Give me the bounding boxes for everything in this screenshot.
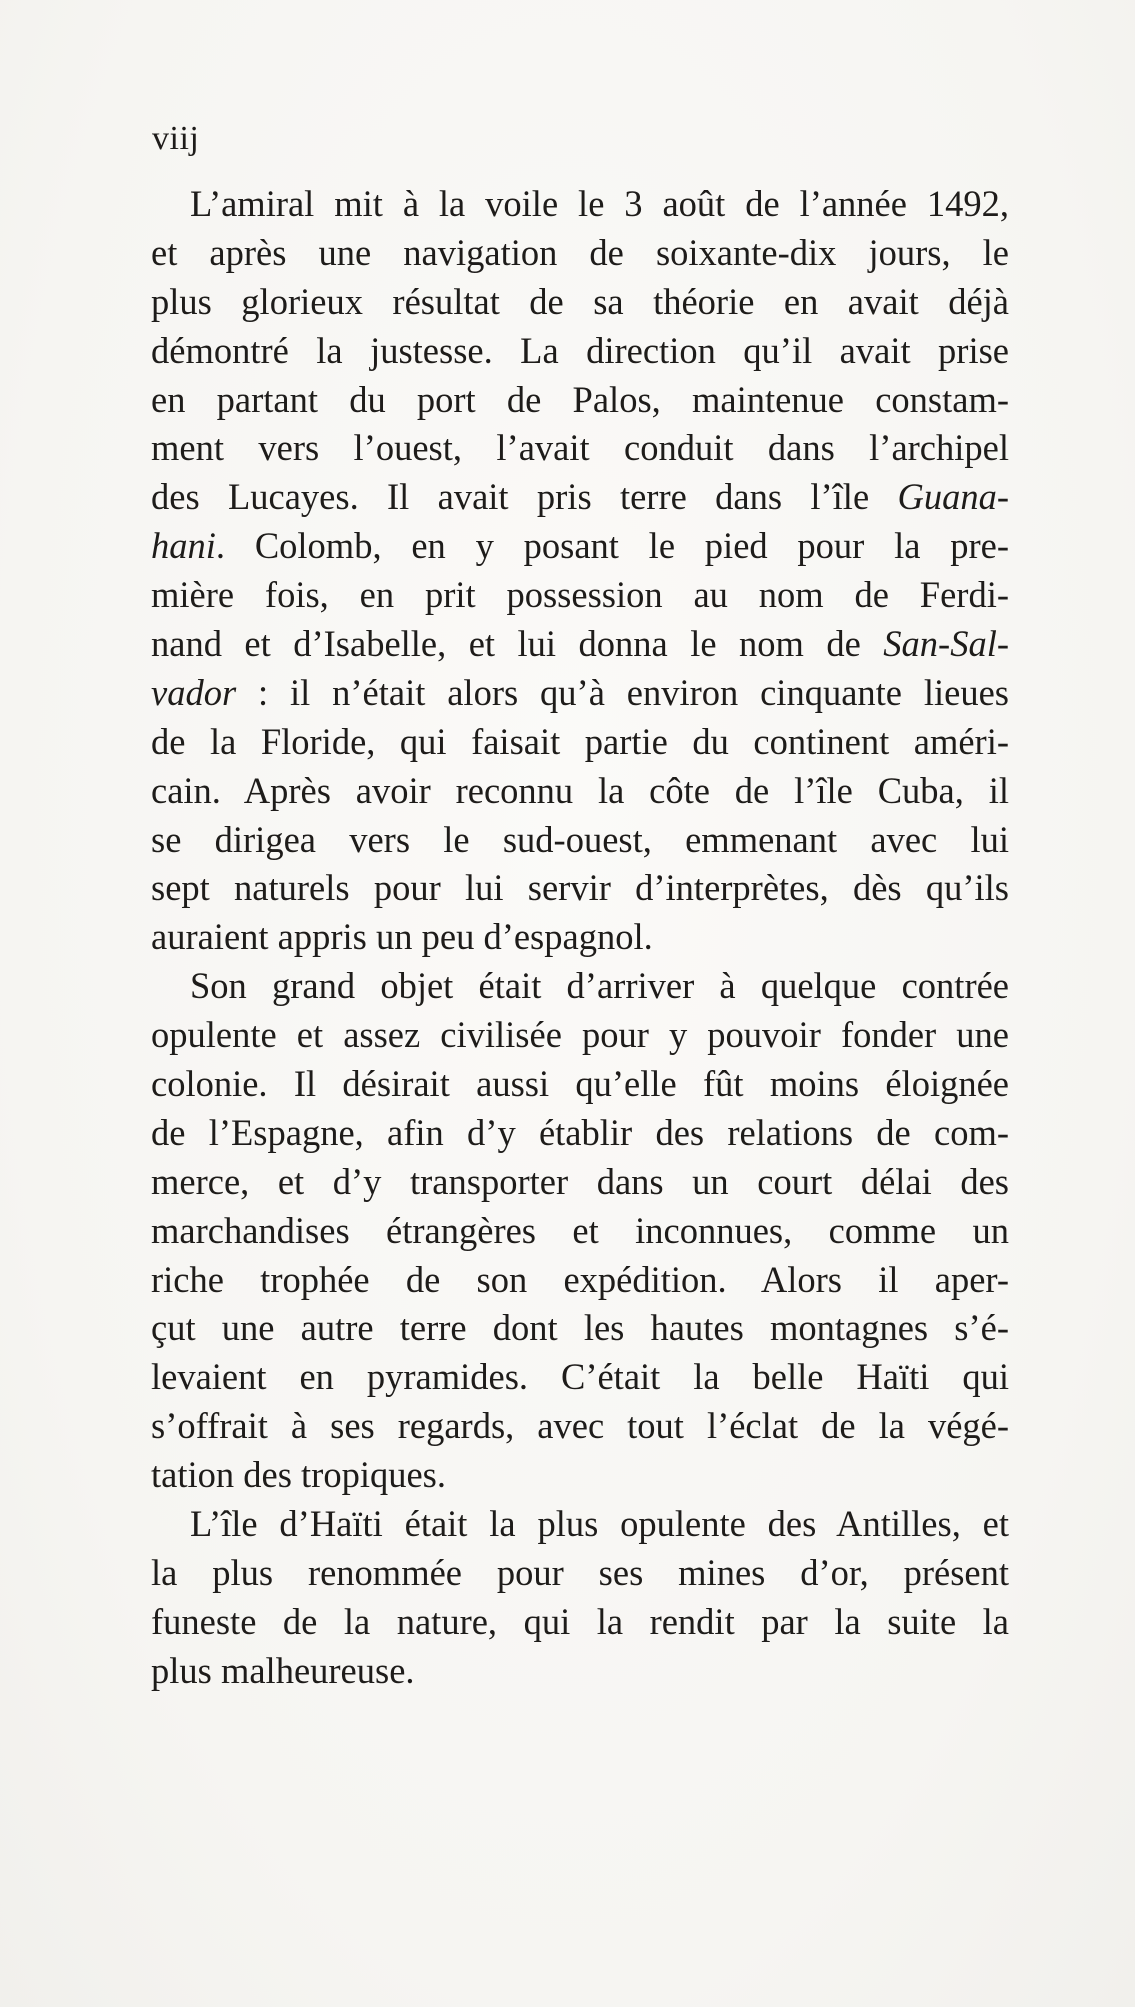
- text-line: [151, 1011, 1009, 1060]
- text-line: [151, 278, 1009, 327]
- text-segment: funeste de la nature, qui la rendit par la suite la: [151, 1600, 1009, 1642]
- text-line: [151, 229, 1009, 278]
- page-number: viij: [152, 120, 200, 157]
- text-line: [151, 1060, 1009, 1109]
- text-line: [151, 1549, 1009, 1598]
- paragraph: [151, 962, 1009, 1500]
- text-line: [151, 864, 1009, 913]
- text-line: [151, 473, 1009, 522]
- text-line: [151, 1207, 1009, 1256]
- text-line: [151, 669, 1009, 718]
- text-segment: : il n’était alors qu’à environ cinquante lieues: [236, 671, 1009, 713]
- text-segment: et après une navigation de soixante-dix jours, le: [151, 231, 1009, 273]
- text-segment: de l’Espagne, afin d’y établir des relations de com-: [151, 1111, 1009, 1153]
- text-line: [151, 424, 1009, 473]
- text-line: [151, 1451, 1009, 1500]
- text-segment: tation des tropiques.: [151, 1454, 446, 1496]
- text-segment: en partant du port de Palos, maintenue constam-: [151, 378, 1009, 420]
- paragraph: [151, 1500, 1009, 1696]
- text-line: [151, 718, 1009, 767]
- text-segment: la plus renommée pour ses mines d’or, présent: [151, 1551, 1009, 1593]
- text-segment: colonie. Il désirait aussi qu’elle fût moins éloignée: [151, 1063, 1009, 1105]
- text-line: [151, 376, 1009, 425]
- text-line: [151, 571, 1009, 620]
- text-segment: Son grand objet était d’arriver à quelque contrée: [190, 965, 1009, 1007]
- text-line: [151, 327, 1009, 376]
- text-segment: nand et d’Isabelle, et lui donna le nom de: [151, 623, 884, 665]
- text-line: [151, 1598, 1009, 1647]
- text-line: [151, 913, 1009, 962]
- text-segment: levaient en pyramides. C’était la belle Haïti qui: [151, 1356, 1009, 1398]
- body-text: [151, 180, 1009, 1696]
- text-line: [151, 1256, 1009, 1305]
- text-segment: mière fois, en prit possession au nom de Ferdi-: [151, 574, 1009, 616]
- text-segment: plus glorieux résultat de sa théorie en avait déjà: [151, 280, 1009, 322]
- text-line: [151, 1500, 1009, 1549]
- text-line: [151, 1353, 1009, 1402]
- text-segment: riche trophée de son expédition. Alors il aper-: [151, 1258, 1009, 1300]
- text-line: [151, 522, 1009, 571]
- text-segment: merce, et d’y transporter dans un court délai des: [151, 1160, 1009, 1202]
- text-line: [151, 1158, 1009, 1207]
- text-segment: de la Floride, qui faisait partie du continent améri-: [151, 720, 1009, 762]
- text-segment: L’île d’Haïti était la plus opulente des Antilles, et: [190, 1503, 1009, 1545]
- italic-text: vador: [151, 671, 237, 713]
- text-line: [151, 962, 1009, 1011]
- text-segment: auraient appris un peu d’espagnol.: [151, 916, 653, 958]
- text-line: [151, 180, 1009, 229]
- text-segment: . Colomb, en y posant le pied pour la pre-: [215, 525, 1009, 567]
- text-line: [151, 1109, 1009, 1158]
- text-line: [151, 767, 1009, 816]
- text-segment: s’offrait à ses regards, avec tout l’éclat de la végé-: [151, 1405, 1009, 1447]
- text-segment: sept naturels pour lui servir d’interprètes, dès qu’ils: [151, 867, 1009, 909]
- italic-text: San-Sal-: [883, 623, 1009, 665]
- text-line: [151, 1304, 1009, 1353]
- text-segment: çut une autre terre dont les hautes montagnes s’é-: [151, 1307, 1009, 1349]
- text-segment: démontré la justesse. La direction qu’il avait prise: [151, 329, 1009, 371]
- text-line: [151, 1402, 1009, 1451]
- text-segment: ment vers l’ouest, l’avait conduit dans l’archipel: [151, 427, 1009, 469]
- text-segment: des Lucayes. Il avait pris terre dans l’île: [151, 476, 898, 518]
- text-segment: cain. Après avoir reconnu la côte de l’île Cuba, il: [151, 769, 1009, 811]
- text-segment: se dirigea vers le sud-ouest, emmenant avec lui: [151, 818, 1009, 860]
- text-segment: opulente et assez civilisée pour y pouvoir fonder une: [151, 1014, 1009, 1056]
- text-line: [151, 620, 1009, 669]
- italic-text: Guana-: [897, 476, 1009, 518]
- text-line: [151, 1647, 1009, 1696]
- text-line: [151, 816, 1009, 865]
- italic-text: hani: [151, 525, 216, 567]
- text-segment: L’amiral mit à la voile le 3 août de l’année 1492,: [190, 183, 1009, 224]
- text-segment: marchandises étrangères et inconnues, comme un: [151, 1209, 1009, 1251]
- text-segment: plus malheureuse.: [151, 1649, 415, 1691]
- paragraph: [151, 180, 1009, 962]
